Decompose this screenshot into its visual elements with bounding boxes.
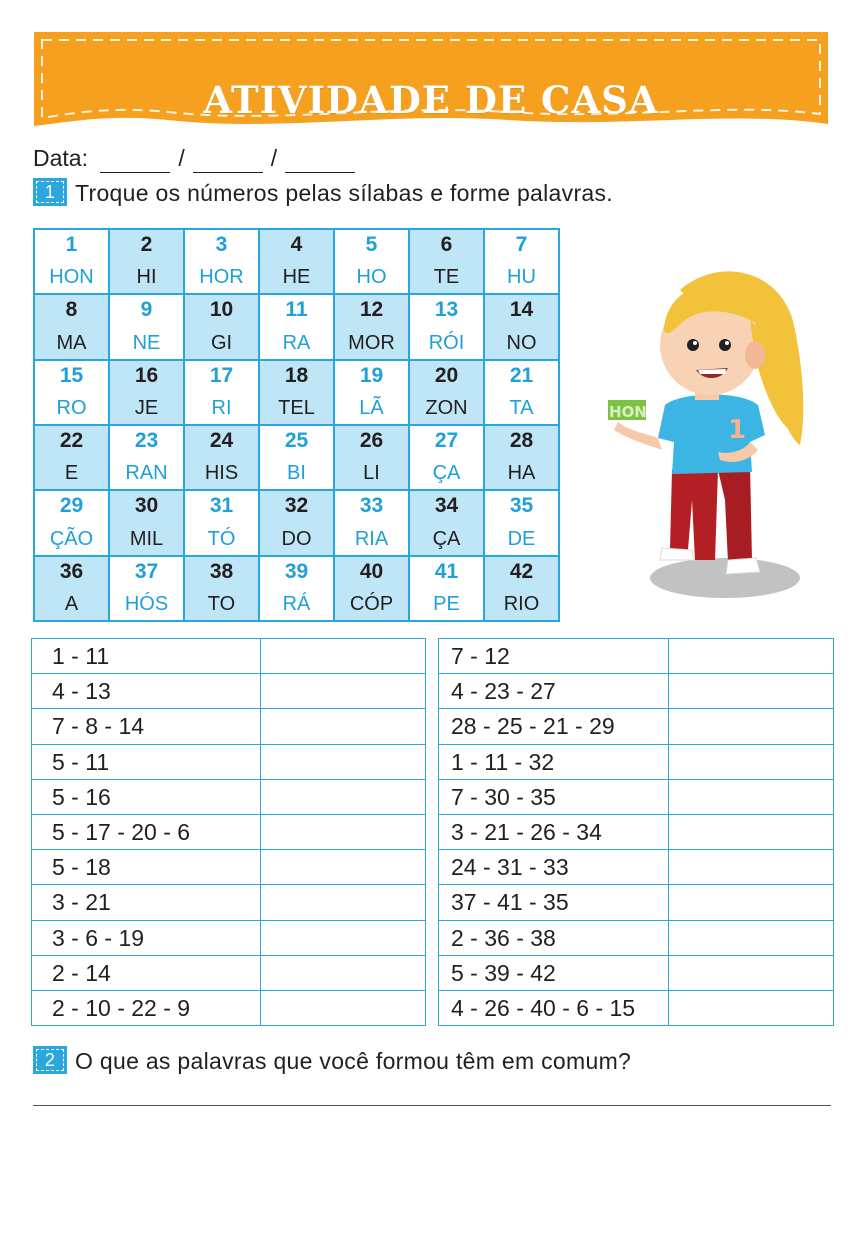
answer-row [439,780,833,815]
syllable-cell [409,556,484,621]
syllable-text: ZON [425,397,468,419]
syllable-number: 5 [365,233,378,256]
syllable-cell [409,425,484,490]
syllable-code: 7 - 8 - 14 [32,709,261,743]
syllable-text: NO [506,331,537,354]
shirt-number: 1 [728,415,747,445]
answer-row [439,885,833,920]
syllable-cell [184,294,259,359]
syllable-number: 15 [59,363,84,387]
syllable-number: 36 [59,559,84,583]
answer-blank-cell[interactable] [669,885,833,919]
syllable-number: 42 [509,559,534,583]
syllable-cell [484,556,559,621]
date-separator: / [270,145,278,171]
syllable-number: 3 [215,233,228,256]
syllable-cell [34,229,109,294]
girl-character-illustration [600,260,820,605]
syllable-cell [259,294,334,359]
syllable-cell [259,556,334,621]
syllable-code: 37 - 41 - 35 [439,885,669,919]
syllable-text: RAN [125,462,168,485]
syllable-number: 11 [285,298,308,322]
syllable-number: 34 [434,494,459,518]
syllable-text: TÓ [207,527,236,550]
syllable-code: 5 - 17 - 20 - 6 [32,815,261,849]
syllable-text: JE [134,397,159,419]
syllable-code: 5 - 18 [32,850,261,884]
syllable-cell [334,294,409,359]
syllable-number: 39 [284,559,309,583]
answer-blank-cell[interactable] [261,921,425,955]
syllable-cell [34,490,109,555]
syllable-text: TA [509,397,534,419]
syllable-number: 2 [140,233,153,256]
answer-row [32,709,425,744]
syllable-text: TO [207,593,236,615]
answer-row [32,780,425,815]
syllable-text: E [64,462,79,485]
syllable-number: 41 [434,559,459,583]
syllable-code: 7 - 30 - 35 [439,780,669,814]
syllable-code: 1 - 11 - 32 [439,745,669,779]
syllable-text: GI [210,331,233,354]
syllable-text: RI [211,397,232,419]
answers-table-right [438,638,834,1026]
answer-row [32,639,425,674]
syllable-text: HE [282,266,311,289]
syllable-number: 38 [209,559,234,583]
answer-blank-cell[interactable] [261,639,425,673]
syllable-number: 18 [284,363,309,387]
answer-blank-cell[interactable] [669,921,833,955]
answer-row [32,745,425,780]
syllable-cell [409,294,484,359]
syllable-number: 9 [140,298,153,322]
syllable-cell [259,425,334,490]
syllable-code: 3 - 6 - 19 [32,921,261,955]
syllable-cell [259,229,334,294]
syllable-code: 5 - 11 [32,745,261,779]
answer-row [32,815,425,850]
answer-row [439,850,833,885]
answer-blank-cell[interactable] [669,674,833,708]
syllable-number: 16 [134,363,159,387]
answer-blank-cell[interactable] [261,674,425,708]
syllable-text: ÇA [432,462,461,485]
syllable-text: ÇÃO [49,527,94,550]
syllable-cell [484,490,559,555]
syllable-number: 10 [209,298,234,322]
syllable-number: 17 [209,363,234,387]
syllable-text: LÃ [359,397,384,419]
syllable-text: MIL [129,527,164,550]
syllable-code: 1 - 11 [32,639,261,673]
syllable-text: HON [49,266,94,289]
syllable-cell [334,556,409,621]
question-2 [33,1046,631,1076]
syllable-cell [334,490,409,555]
syllable-text: RA [282,331,311,354]
question-1 [33,178,613,208]
syllable-number: 33 [359,494,384,518]
syllable-number: 24 [209,429,234,452]
syllable-text: TEL [278,397,315,419]
question-text: Troque os números pelas sílabas e forme palavras. [75,180,613,206]
answer-row [32,885,425,920]
syllable-text: DE [507,527,536,550]
answer-blank-cell[interactable] [261,885,425,919]
syllable-code: 2 - 10 - 22 - 9 [32,991,261,1026]
syllable-code: 2 - 14 [32,956,261,990]
syllable-text: HIS [204,462,239,485]
answer-row [439,745,833,780]
date-row [33,143,361,173]
answers-table-left [31,638,426,1026]
syllable-cell [34,425,109,490]
syllable-cell [184,556,259,621]
answer-blank-cell[interactable] [261,709,425,743]
answer-row [439,815,833,850]
syllable-cell [184,425,259,490]
date-separator: / [178,145,185,171]
answer-blank-cell[interactable] [261,815,425,849]
answer-blank-cell[interactable] [261,780,425,814]
answer-blank-cell[interactable] [669,815,833,849]
syllable-number: 25 [284,429,309,452]
syllable-cell [109,360,184,425]
syllable-number: 30 [134,494,159,518]
answer-blank-cell[interactable] [261,745,425,779]
syllable-text: BI [287,462,306,485]
syllable-code: 7 - 12 [439,639,669,673]
syllable-code: 4 - 23 - 27 [439,674,669,708]
syllable-cell [409,490,484,555]
syllable-text: LI [363,462,380,485]
answer-blank-cell[interactable] [261,850,425,884]
answer-row [439,639,833,674]
syllable-cell [109,490,184,555]
syllable-number: 4 [290,233,303,256]
syllable-cell [334,360,409,425]
syllable-cell [184,229,259,294]
syllable-number: 6 [440,233,453,256]
syllable-code: 5 - 39 - 42 [439,956,669,990]
syllable-text: MA [56,331,87,354]
syllable-cell [334,229,409,294]
answer-blank-cell[interactable] [669,639,833,673]
syllable-number: 37 [134,559,159,583]
answer-row [439,991,833,1026]
syllable-text: RIA [354,527,389,550]
syllable-code: 28 - 25 - 21 - 29 [439,709,669,743]
syllable-cell [409,360,484,425]
question-text: O que as palavras que você formou têm em comum? [75,1048,632,1074]
syllable-code: 3 - 21 - 26 - 34 [439,815,669,849]
syllable-text: HOR [199,266,244,289]
card-text: HON [609,403,647,421]
answer-blank-cell[interactable] [261,991,425,1026]
answer-blank-cell[interactable] [669,745,833,779]
syllable-cell [34,294,109,359]
date-month-blank[interactable] [193,152,263,173]
syllable-text: HO [356,266,387,289]
syllable-number: 31 [209,494,234,518]
answer-row [439,674,833,709]
syllable-number: 35 [509,494,534,518]
answer-row [439,956,833,991]
syllable-cell [484,425,559,490]
syllable-cell [109,425,184,490]
syllable-code: 4 - 26 - 40 - 6 - 15 [439,991,669,1026]
answer-blank-cell[interactable] [669,709,833,743]
syllable-cell [484,229,559,294]
answer-blank-cell[interactable] [669,780,833,814]
answer-line[interactable] [33,1105,831,1106]
syllable-text: MOR [348,331,395,354]
syllable-number: 14 [509,298,534,322]
syllable-text: HU [507,266,536,289]
syllable-cell [259,360,334,425]
syllable-number: 7 [515,233,528,256]
syllable-number: 23 [134,429,159,452]
answer-row [32,991,425,1026]
syllable-cell [409,229,484,294]
girl-illustration-icon [600,260,820,605]
syllable-number: 8 [65,298,78,322]
answer-row [439,709,833,744]
syllable-number: 19 [359,363,384,387]
date-label: Data: [33,145,88,171]
syllable-text: PE [433,593,460,615]
question-number-badge: 1 [33,178,67,206]
answer-row [32,850,425,885]
date-year-blank[interactable] [285,152,355,173]
syllable-number: 21 [509,363,534,387]
syllable-cell [484,294,559,359]
syllable-number: 28 [509,429,534,452]
syllable-text: RO [56,397,87,419]
answer-row [439,921,833,956]
syllable-code: 5 - 16 [32,780,261,814]
syllable-cell [109,229,184,294]
syllable-number: 22 [59,429,84,452]
syllable-cell [184,360,259,425]
syllable-number: 40 [359,559,384,583]
syllable-code: 24 - 31 - 33 [439,850,669,884]
title-banner [28,28,834,140]
date-day-blank[interactable] [100,152,170,173]
syllable-text: CÓP [349,593,394,615]
syllable-number: 1 [65,233,78,256]
answer-blank-cell[interactable] [261,956,425,990]
banner-title: ATIVIDADE DE CASA [203,78,659,122]
syllable-cell [334,425,409,490]
answer-row [32,956,425,991]
syllable-code: 3 - 21 [32,885,261,919]
syllable-number: 26 [359,429,384,452]
syllable-text: TE [433,266,460,289]
syllable-number: 20 [434,363,459,387]
syllable-cell [259,490,334,555]
syllable-code: 2 - 36 - 38 [439,921,669,955]
question-number-badge: 2 [33,1046,67,1074]
syllable-cell [109,556,184,621]
syllable-text: DO [281,527,312,550]
answer-blank-cell[interactable] [669,991,833,1026]
syllable-number: 12 [359,298,384,322]
syllable-number: 29 [59,494,84,518]
syllable-cell [34,360,109,425]
syllable-text: RÓI [428,331,465,354]
answer-row [32,921,425,956]
syllable-grid [33,228,560,622]
syllable-cell [484,360,559,425]
syllable-cell [34,556,109,621]
syllable-code: 4 - 13 [32,674,261,708]
answer-row [32,674,425,709]
syllable-number: 32 [284,494,309,518]
syllable-text: HI [136,266,157,289]
syllable-text: HA [507,462,536,485]
syllable-cell [184,490,259,555]
syllable-number: 27 [434,429,459,452]
syllable-text: HÓS [124,593,169,615]
syllable-cell [109,294,184,359]
answer-blank-cell[interactable] [669,850,833,884]
syllable-text: NE [132,331,161,354]
syllable-text: RÁ [282,593,311,615]
syllable-number: 13 [434,298,459,322]
syllable-text: A [64,593,79,615]
syllable-text: ÇA [432,527,461,550]
syllable-text: RIO [503,593,540,615]
answer-blank-cell[interactable] [669,956,833,990]
